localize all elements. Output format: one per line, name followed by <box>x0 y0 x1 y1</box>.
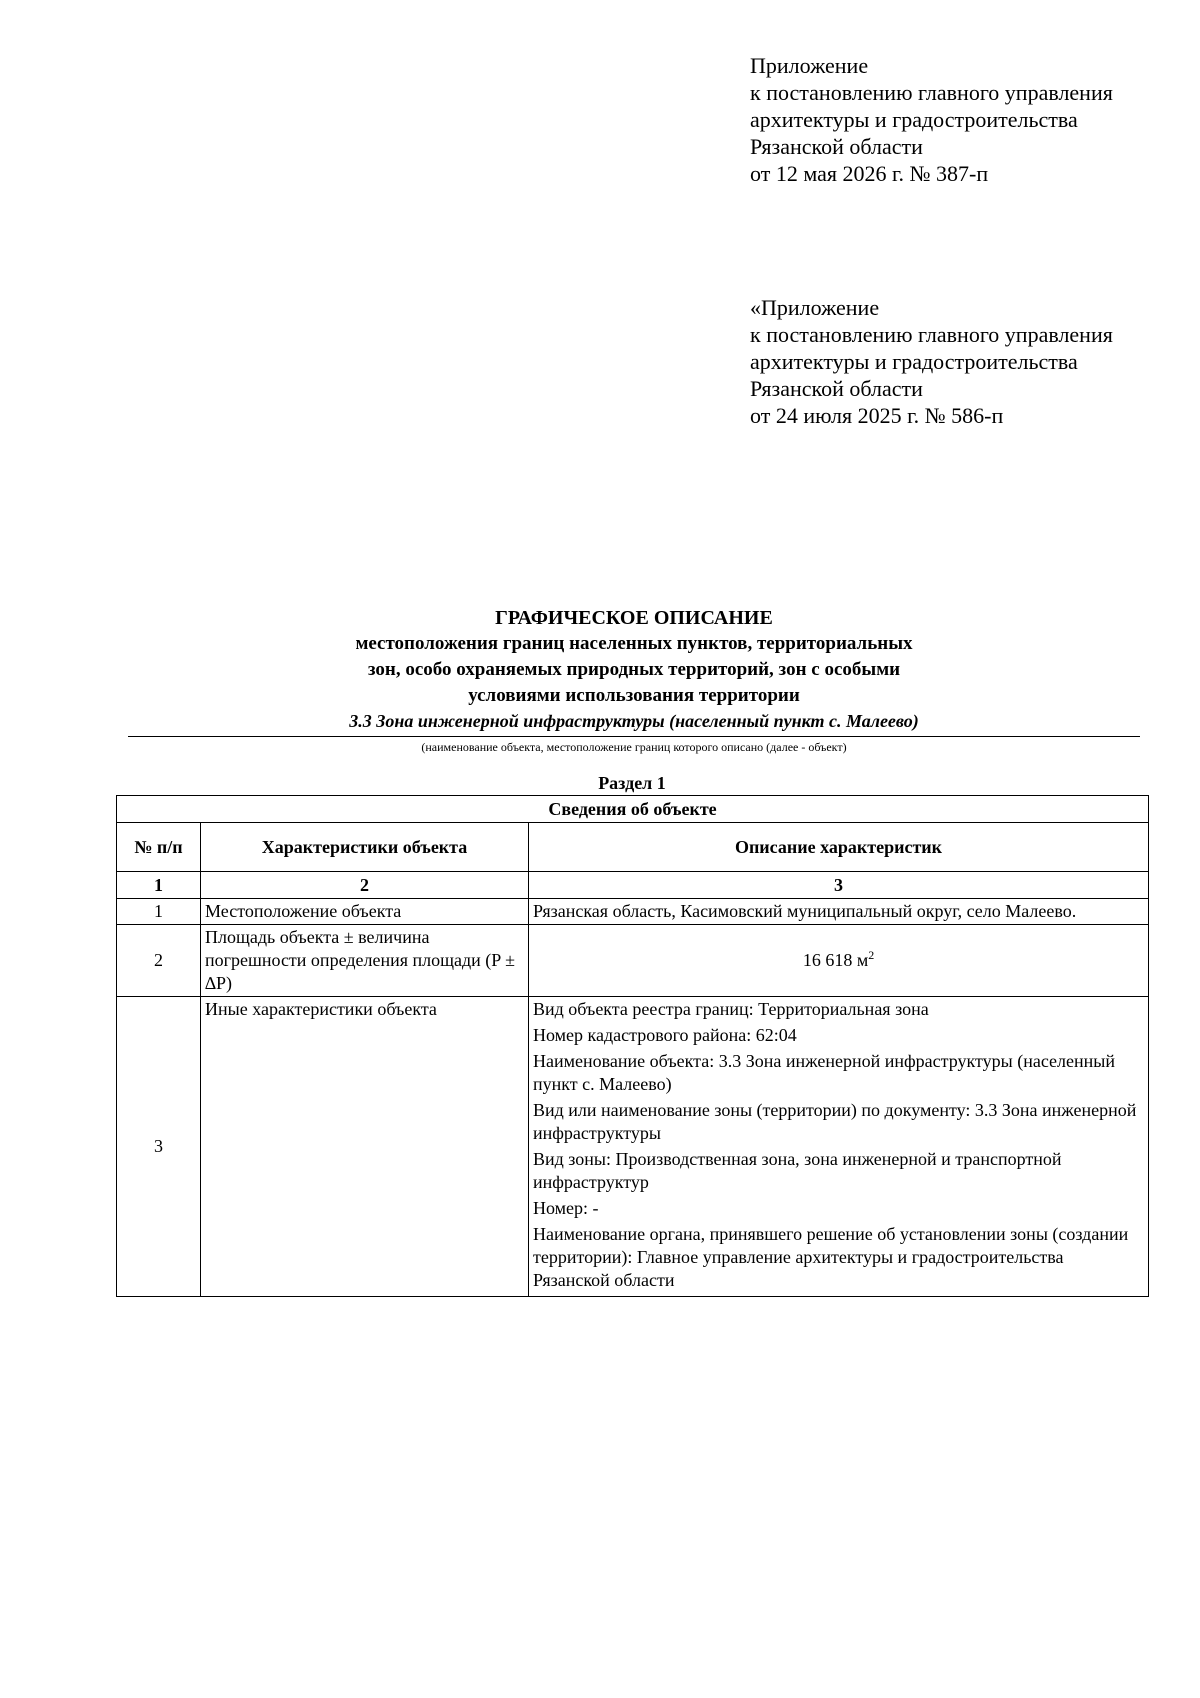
column-number: 1 <box>117 872 201 899</box>
header-description: Описание характеристик <box>529 823 1149 872</box>
appendix-date: от 24 июля 2025 г. № 586-п <box>750 403 1004 428</box>
table-row <box>117 925 1149 997</box>
description-line: Вид зоны: Производственная зона, зона инженерной и транспортной инфраструктур <box>533 1149 1062 1192</box>
row-characteristic: Иные характеристики объекта <box>201 997 529 1297</box>
description-line: Наименование объекта: 3.3 Зона инженерной инфраструктуры (населенный пункт с. Малеево) <box>533 1051 1115 1094</box>
appendix-line: Рязанской области <box>750 376 923 401</box>
table-caption: Сведения об объекте <box>117 796 1149 823</box>
table-row <box>117 997 1149 1297</box>
appendix-line: «Приложение <box>750 295 880 320</box>
appendix-date: от 12 мая 2026 г. № 387-п <box>750 161 989 186</box>
area-number: 16 618 м <box>802 950 869 970</box>
appendix-header-previous <box>750 294 1113 429</box>
object-info-table <box>116 795 1149 1297</box>
appendix-line: Рязанской области <box>750 134 923 159</box>
description-line: Номер: - <box>533 1198 599 1218</box>
object-name: 3.3 Зона инженерной инфраструктуры (населенный пункт с. Малеево) <box>349 711 919 731</box>
appendix-line: к постановлению главного управления <box>750 322 1113 347</box>
column-number: 3 <box>529 872 1149 899</box>
document-subtitle-line: местоположения границ населенных пунктов, территориальных <box>355 633 913 654</box>
row-description: Рязанская область, Касимовский муниципальный округ, село Малеево. <box>529 899 1149 925</box>
title-underline <box>128 736 1140 737</box>
header-num: № п/п <box>117 823 201 872</box>
description-line: Вид объекта реестра границ: Территориальная зона <box>533 999 929 1019</box>
document-title: ГРАФИЧЕСКОЕ ОПИСАНИЕ <box>495 607 773 629</box>
row-characteristic: Площадь объекта ± величина погрешности определения площади (P ± ∆P) <box>201 925 529 997</box>
table-caption-row <box>117 796 1149 823</box>
appendix-line: архитектуры и градостроительства <box>750 107 1078 132</box>
header-characteristic: Характеристики объекта <box>201 823 529 872</box>
section-title: Раздел 1 <box>598 773 666 793</box>
appendix-line: архитектуры и градостроительства <box>750 349 1078 374</box>
appendix-header-current <box>750 52 1113 187</box>
description-line: Номер кадастрового района: 62:04 <box>533 1025 797 1045</box>
table-header-row <box>117 823 1149 872</box>
document-subtitle-line: условиями использования территории <box>468 685 800 706</box>
object-name-note: (наименование объекта, местоположение границ которого описано (далее - объект) <box>421 740 847 754</box>
column-number-row <box>117 872 1149 899</box>
row-characteristic: Местоположение объекта <box>201 899 529 925</box>
area-unit-superscript: 2 <box>868 948 875 962</box>
row-num: 3 <box>117 997 201 1297</box>
appendix-line: Приложение <box>750 53 869 78</box>
table-row <box>117 899 1149 925</box>
description-line: Вид или наименование зоны (территории) по документу: 3.3 Зона инженерной инфраструктуры <box>533 1100 1137 1143</box>
row-area-value <box>529 925 1149 997</box>
row-num: 2 <box>117 925 201 997</box>
appendix-line: к постановлению главного управления <box>750 80 1113 105</box>
document-subtitle-line: зон, особо охраняемых природных территорий, зон с особыми <box>367 659 901 680</box>
column-number: 2 <box>201 872 529 899</box>
description-line: Наименование органа, принявшего решение об установлении зоны (создании территории): Главное управление архитектуры и градостроительства Рязанской области <box>533 1224 1129 1290</box>
document-title-block <box>128 605 1140 755</box>
row-description-list <box>529 997 1149 1297</box>
row-num: 1 <box>117 899 201 925</box>
